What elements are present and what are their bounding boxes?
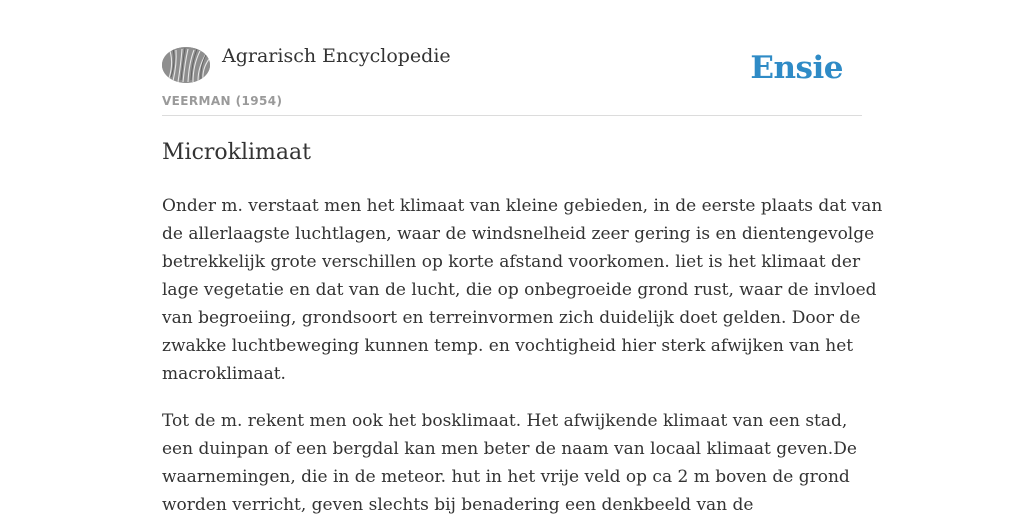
ensie-logo[interactable]: Ensie — [750, 50, 843, 86]
paragraph-line: een duinpan of een bergdal kan men beter de naam van locaal klimaat geven.De — [162, 439, 857, 459]
article-paragraph — [162, 407, 862, 519]
encyclopedia-author-year: VEERMAN (1954) — [162, 94, 283, 108]
paragraph-line: van begroeiing, grondsoort en terreinvormen zich duidelijk doet gelden. Door de — [162, 308, 861, 328]
paragraph-line: Onder m. verstaat men het klimaat van kleine gebieden, in de eerste plaats dat van — [162, 196, 883, 216]
paragraph-line: waarnemingen, die in de meteor. hut in het vrije veld op ca 2 m boven de grond — [162, 467, 850, 487]
article-paragraph — [162, 192, 883, 388]
encyclopedia-title[interactable]: Agrarisch Encyclopedie — [222, 45, 451, 67]
source-header — [162, 0, 862, 116]
paragraph-line: betrekkelijk grote verschillen op korte afstand voorkomen. liet is het klimaat der — [162, 252, 861, 272]
paragraph-line: Tot de m. rekent men ook het bosklimaat. Het afwijkende klimaat van een stad, — [162, 411, 848, 431]
paragraph-line: macroklimaat. — [162, 364, 286, 384]
paragraph-line: lage vegetatie en dat van de lucht, die op onbegroeide grond rust, waar de invloed — [162, 280, 877, 300]
article-title: Microklimaat — [162, 140, 311, 165]
paragraph-line: de allerlaagste luchtlagen, waar de windsnelheid zeer gering is en dientengevolge — [162, 224, 875, 244]
page-container — [162, 0, 883, 515]
paragraph-line: worden verricht, geven slechts bij benadering een denkbeeld van de — [162, 495, 754, 515]
paragraph-line: zwakke luchtbeweging kunnen temp. en vochtigheid hier sterk afwijken van het — [162, 336, 854, 356]
wheat-ears-icon[interactable] — [162, 47, 210, 83]
